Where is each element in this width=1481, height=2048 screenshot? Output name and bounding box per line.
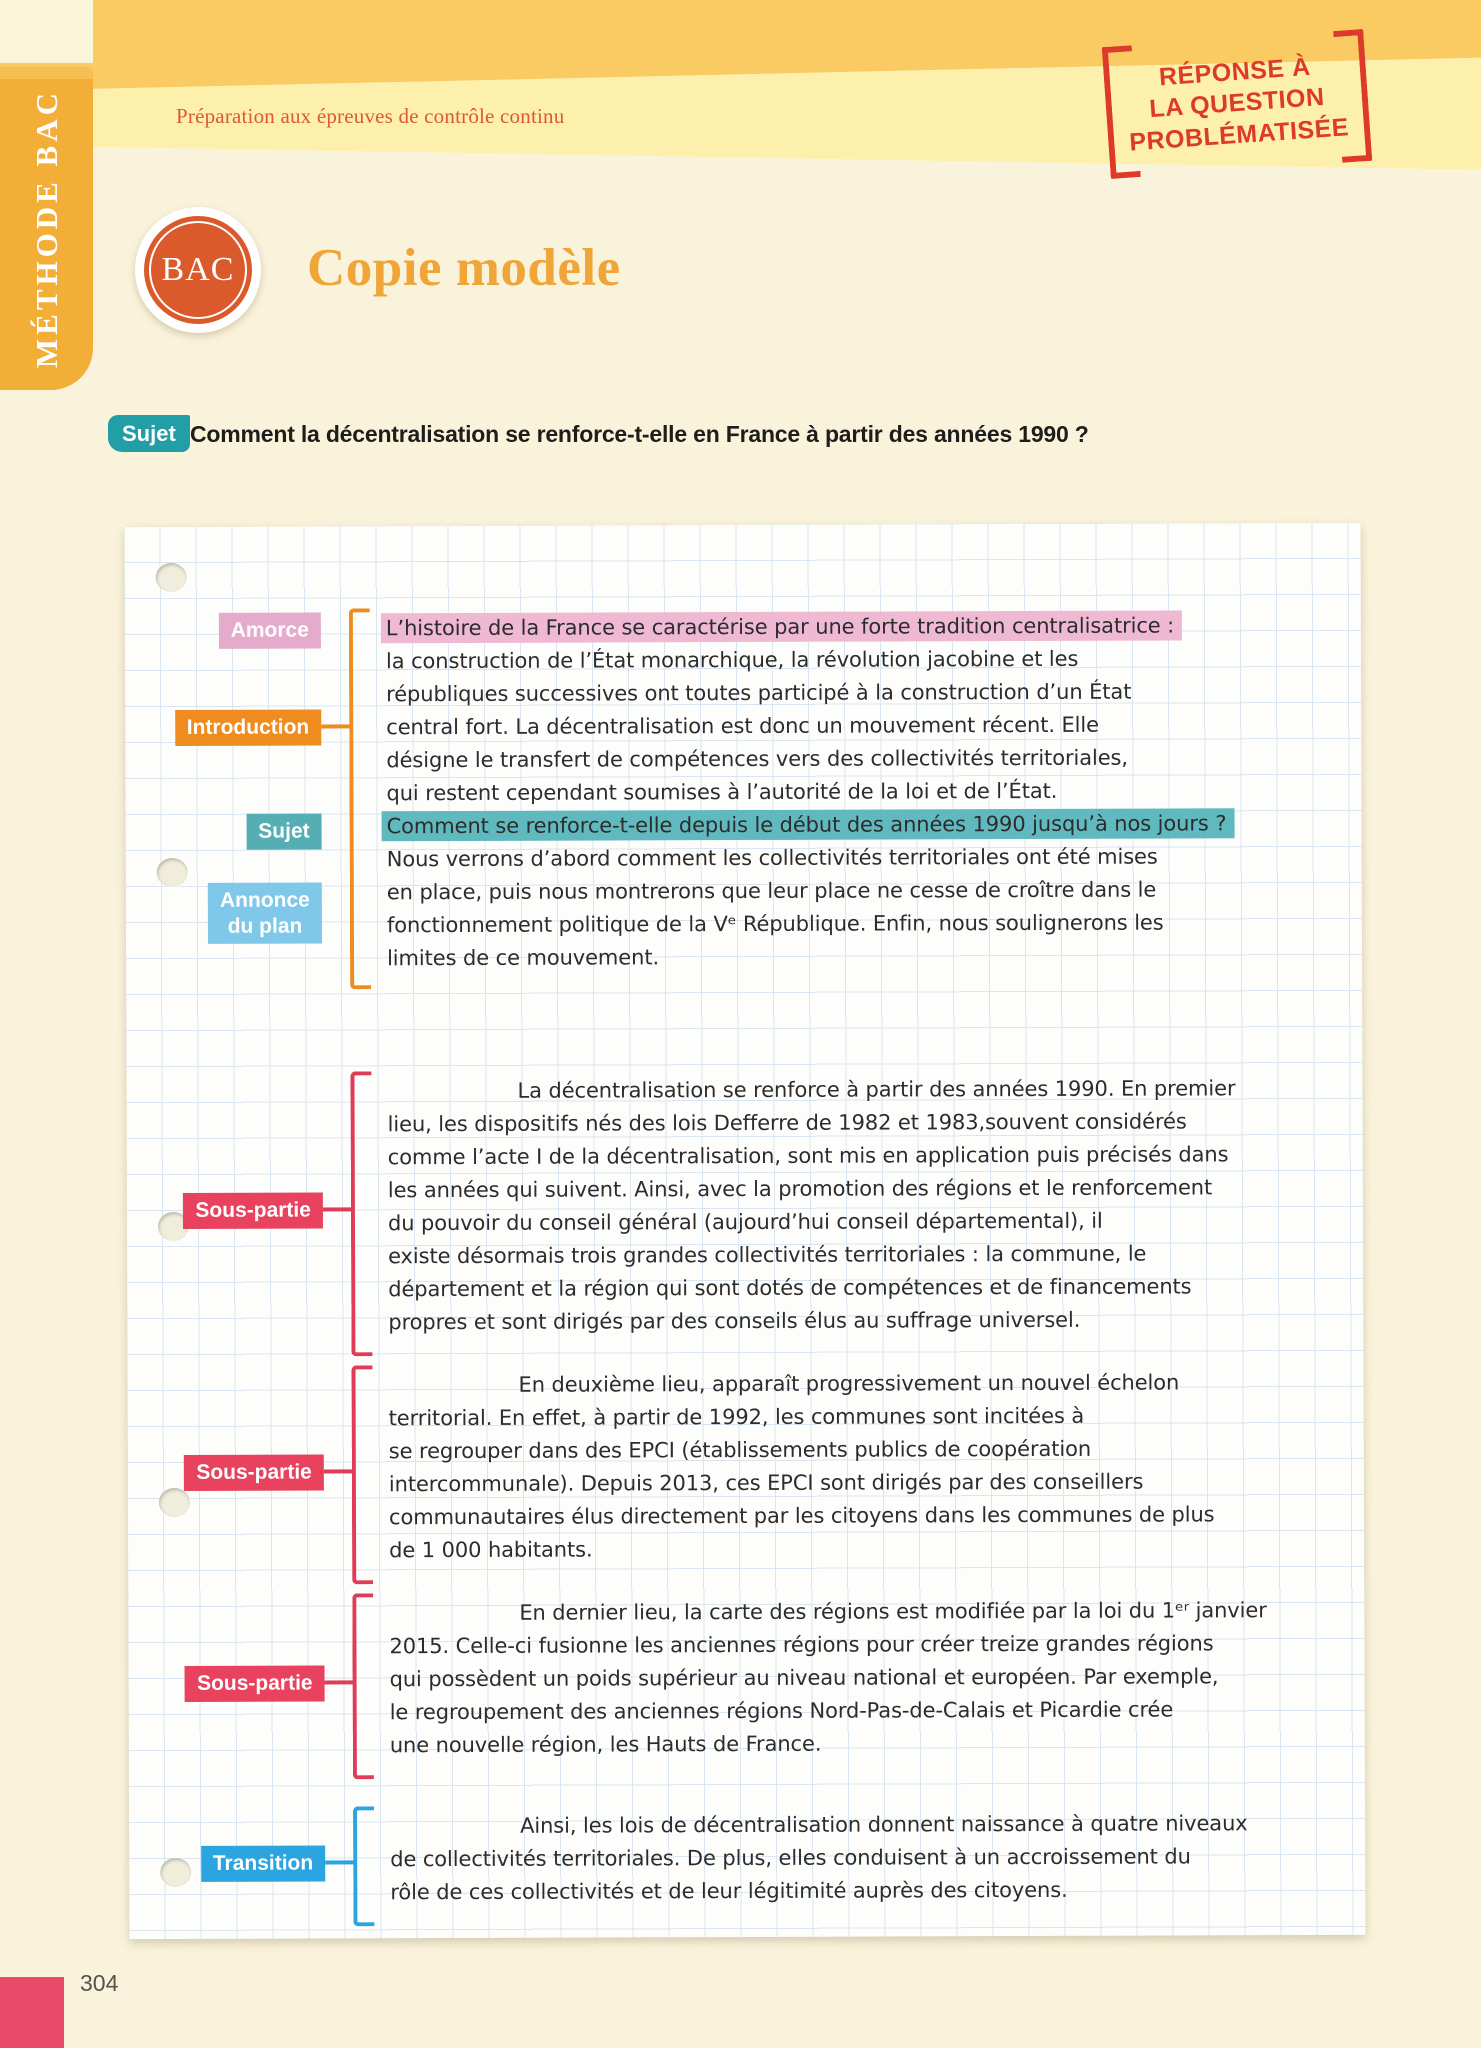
- connector-introduction: [321, 724, 351, 728]
- copy-line: En dernier lieu, la carte des régions est modifiée par la loi du 1ᵉʳ janvier: [519, 1598, 1267, 1625]
- copy-line: La décentralisation se renforce à partir des années 1990. En premier: [517, 1076, 1236, 1103]
- copy-line: le regroupement des anciennes régions Nord-Pas-de-Calais et Picardie crée: [389, 1697, 1174, 1725]
- copy-paragraph: [386, 609, 1347, 975]
- stamp-line-2: LA QUESTION: [1148, 83, 1326, 124]
- copy-line: du pouvoir du conseil général (aujourd’hui conseil départemental), il: [387, 1208, 1103, 1236]
- copy-line: propres et sont dirigés par des conseils élus au suffrage universel.: [388, 1307, 1081, 1335]
- copy-line: rôle de ces collectivités et de leur légitimité auprès des citoyens.: [390, 1877, 1068, 1905]
- copy-line: limites de ce mouvement.: [387, 945, 660, 971]
- method-bac-tab: [0, 67, 93, 390]
- copy-line: intercommunale). Depuis 2013, ces EPCI sont dirigés par des conseillers: [388, 1469, 1144, 1497]
- copy-line: se regrouper dans des EPCI (établissements publics de coopération: [388, 1436, 1092, 1464]
- copy-paragraph: [387, 1072, 1348, 1339]
- copy-line: une nouvelle région, les Hauts de France.: [389, 1731, 822, 1758]
- copy-line: qui restent cependant soumises à l’autorité de la loi et de l’État.: [386, 778, 1058, 806]
- notebook-paper: [125, 523, 1366, 1939]
- margin-label-sujet: Sujet: [246, 813, 321, 849]
- copy-line: lieu, les dispositifs nés des lois Defferre de 1982 et 1983,souvent considérés: [387, 1109, 1187, 1137]
- connector-sous-partie-1: [323, 1207, 353, 1211]
- page-title: Copie modèle: [307, 239, 621, 297]
- bracket-sous-partie-3: [352, 1593, 374, 1779]
- margin-column: [125, 526, 326, 1939]
- highlight-amorce: L’histoire de la France se caractérise par une forte tradition centralisatrice :: [381, 610, 1182, 643]
- bac-badge-label: BAC: [161, 251, 235, 288]
- copy-line: territorial. En effet, à partir de 1992, les communes sont incitées à: [388, 1403, 1085, 1431]
- margin-label-introduction: Introduction: [175, 709, 322, 745]
- highlight-sujet: Comment se renforce-t-elle depuis le début des années 1990 jusqu’à nos jours ?: [382, 808, 1235, 841]
- copy-line: de collectivités territoriales. De plus, elles conduisent à un accroissement du: [390, 1844, 1191, 1872]
- bracket-sous-partie-1: [350, 1071, 372, 1356]
- method-bac-tab-label: MÉTHODE BAC: [28, 88, 64, 369]
- margin-label-amorce: Amorce: [219, 612, 321, 648]
- bracket-sous-partie-2: [351, 1365, 373, 1584]
- copy-line: Nous verrons d’abord comment les collectivités territoriales ont été mises: [386, 844, 1158, 872]
- margin-label-transition: Transition: [201, 1845, 325, 1881]
- copy-paragraph: [390, 1807, 1350, 1909]
- copy-line: républiques successives ont toutes participé à la construction d’un État: [386, 679, 1132, 707]
- stamp-line-3: PROBLÉMATISÉE: [1128, 113, 1350, 157]
- copy-line: qui possèdent un poids supérieur au niveau national et européen. Par exemple,: [389, 1664, 1219, 1692]
- copy-line: en place, puis nous montrerons que leur place ne cesse de croître dans le: [386, 877, 1157, 905]
- copy-line: communautaires élus directement par les citoyens dans les communes de plus: [388, 1502, 1215, 1530]
- margin-label-sous-partie-3: Sous-partie: [185, 1665, 325, 1701]
- stamp-line-1: RÉPONSE À: [1158, 52, 1312, 92]
- copy-line: fonctionnement politique de la Vᵉ République. Enfin, nous soulignerons les: [386, 910, 1164, 938]
- copy-line: la construction de l’État monarchique, la révolution jacobine et les: [385, 646, 1079, 674]
- copy-line: les années qui suivent. Ainsi, avec la promotion des régions et le renforcement: [387, 1175, 1213, 1203]
- connector-transition: [325, 1860, 355, 1864]
- handwritten-copy: [386, 609, 1351, 1909]
- copy-line: de 1 000 habitants.: [389, 1537, 593, 1563]
- header-kicker: Préparation aux épreuves de contrôle continu: [176, 104, 565, 128]
- connector-sous-partie-3: [325, 1680, 355, 1684]
- copy-line: département et la région qui sont dotés de compétences et de financements: [388, 1274, 1192, 1302]
- copy-line: comme l’acte I de la décentralisation, sont mis en application puis précisés dans: [387, 1142, 1229, 1170]
- corner-accent: [0, 1977, 64, 2048]
- subject-label: Sujet: [108, 415, 190, 452]
- subject-question: Comment la décentralisation se renforce-t-elle en France à partir des années 1990 ?: [190, 421, 1089, 447]
- copy-paragraph: [389, 1594, 1350, 1762]
- copy-line: désigne le transfert de compétences vers des collectivités territoriales,: [386, 745, 1128, 773]
- margin-label-sous-partie-2: Sous-partie: [184, 1454, 324, 1490]
- copy-line: central fort. La décentralisation est donc un mouvement récent. Elle: [386, 712, 1099, 740]
- copy-line: En deuxième lieu, apparaît progressivement un nouvel échelon: [518, 1370, 1180, 1397]
- copy-line: 2015. Celle-ci fusionne les anciennes régions pour créer treize grandes régions: [389, 1631, 1214, 1659]
- margin-label-annonce-du-plan: Annonce du plan: [208, 882, 322, 944]
- connector-sous-partie-2: [324, 1469, 354, 1473]
- corner-strip: [0, 0, 93, 63]
- margin-label-sous-partie-1: Sous-partie: [183, 1192, 323, 1228]
- copy-line: [387, 807, 1347, 843]
- bac-badge: [135, 207, 261, 333]
- reponse-stamp: [1102, 29, 1373, 179]
- copy-paragraph: [388, 1366, 1349, 1567]
- copy-line: Ainsi, les lois de décentralisation donnent naissance à quatre niveaux: [520, 1811, 1248, 1838]
- bracket-transition: [353, 1806, 374, 1926]
- bracket-introduction: [349, 608, 371, 989]
- copy-line: [386, 609, 1346, 645]
- page-number: 304: [80, 1970, 119, 1996]
- copy-line: existe désormais trois grandes collectivités territoriales : la commune, le: [388, 1241, 1147, 1269]
- bac-badge-disc: [144, 216, 252, 324]
